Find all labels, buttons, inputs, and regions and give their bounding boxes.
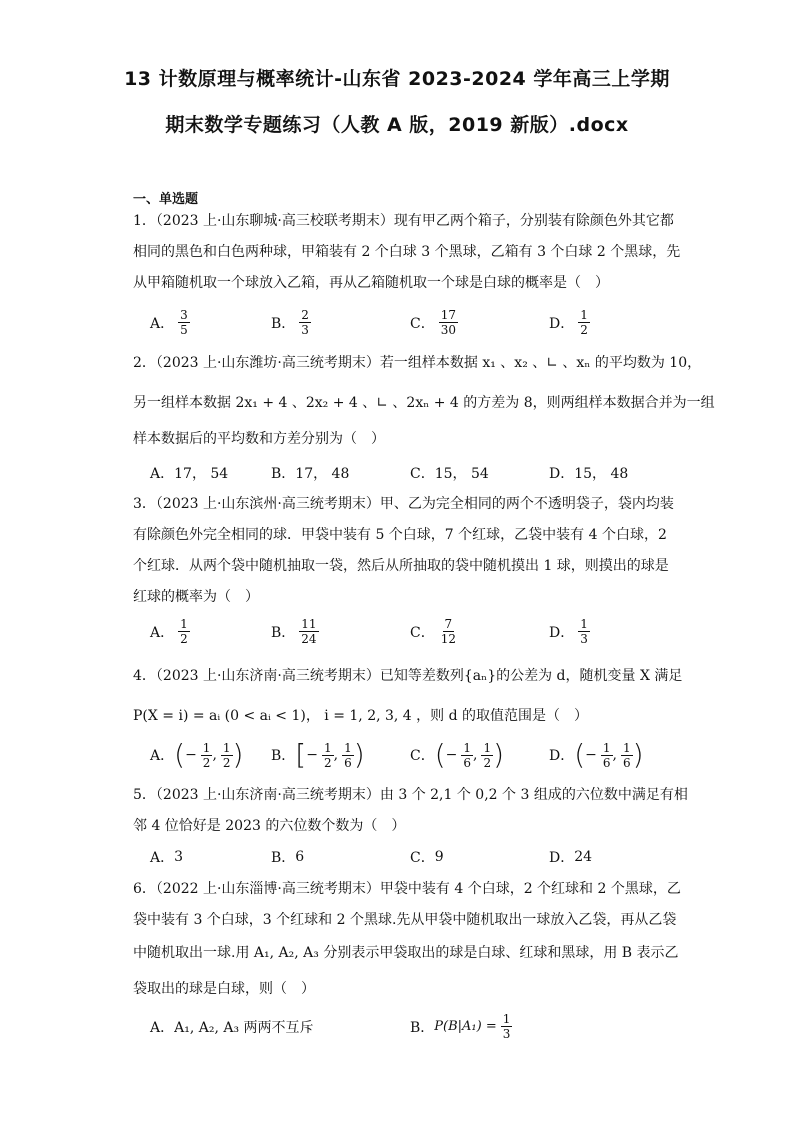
q1-option-a bbox=[150, 308, 190, 337]
q6-line-2: 袋中装有 3 个白球，3 个红球和 2 个黑球.先从甲袋中随机取出一球放入乙袋，再从乙袋 bbox=[133, 912, 677, 928]
q2-option-c: C． 15， 54 bbox=[410, 466, 489, 482]
q1-line-1: 1．（2023 上·山东聊城·高三校联考期末）现有甲乙两个箱子，分别装有除颜色外其它都 bbox=[133, 213, 674, 229]
option-fraction: $\frac{1}{2}$ bbox=[180, 617, 188, 646]
q1-option-c bbox=[410, 308, 458, 337]
q2-line-2: 另一组样本数据 2x₁ + 4 、2x₂ + 4 、∟ 、2xₙ + 4 的方差为 8，则两组样本数据合并为一组 bbox=[133, 395, 715, 411]
q3-option-c: C． $\frac{7}{12}$ bbox=[410, 617, 456, 646]
q3-option-b: B． $\frac{11}{24}$ bbox=[271, 617, 317, 646]
q6-line-1: 6．（2022 上·山东淄博·高三统考期末）甲袋中装有 4 个白球，2 个红球和 2 个黑球，乙 bbox=[133, 881, 681, 897]
option-label: D． bbox=[549, 315, 575, 332]
q5-option-b: B． 6 bbox=[271, 849, 305, 866]
q6-option-b: B． P(B|A₁) = $\frac{1}{3}$ bbox=[410, 1012, 511, 1041]
document-title-line-2: 期末数学专题练习（人教 A 版，2019 新版）.docx bbox=[165, 114, 629, 136]
q2-line-1: 2．（2023 上·山东潍坊·高三统考期末）若一组样本数据 x₁ 、x₂ 、∟ 、xₙ 的平均数为 10， bbox=[133, 355, 702, 371]
option-label: C． bbox=[410, 315, 435, 332]
q6-option-a: A． A₁, A₂, A₃ 两两不互斥 bbox=[150, 1020, 314, 1036]
q2-option-d: D． 15， 48 bbox=[549, 466, 629, 482]
q6-line-4: 袋取出的球是白球，则（ ） bbox=[133, 981, 315, 997]
option-fraction: $\frac{1}{2}$ bbox=[580, 308, 588, 337]
option-fraction: $\frac{11}{24}$ bbox=[301, 617, 317, 646]
q4-option-a: A． ( − $\frac{1}{2}$ , $\frac{1}{2}$ ) bbox=[150, 738, 244, 771]
q5-line-1: 5．（2023 上·山东济南·高三统考期末）由 3 个 2,1 个 0,2 个 3 组成的六位数中满足有相 bbox=[133, 787, 688, 803]
q1-line-2: 相同的黑色和白色两种球，甲箱装有 2 个白球 3 个黑球，乙箱有 3 个白球 2 个黑球，先 bbox=[133, 244, 681, 260]
option-fraction: $\frac{17}{30}$ bbox=[440, 308, 456, 337]
q4-option-b: B． [ − $\frac{1}{2}$ , $\frac{1}{6}$ ) bbox=[271, 738, 365, 771]
q2-option-b: B． 17， 48 bbox=[271, 466, 350, 482]
q2-option-a: A． 17， 54 bbox=[150, 466, 229, 482]
option-label: B． bbox=[271, 315, 296, 332]
option-fraction: $\frac{3}{5}$ bbox=[180, 308, 188, 337]
option-fraction: $\frac{2}{3}$ bbox=[301, 308, 309, 337]
q3-line-1: 3．（2023 上·山东滨州·高三统考期末）甲、乙为完全相同的两个不透明袋子，袋内均装 bbox=[133, 496, 674, 512]
q4-option-c: C． ( − $\frac{1}{6}$ , $\frac{1}{2}$ ) bbox=[410, 738, 505, 771]
q5-option-d: D． 24 bbox=[549, 849, 593, 866]
q5-option-a: A． 3 bbox=[150, 849, 184, 866]
q6-line-3: 中随机取出一球.用 A₁, A₂, A₃ 分别表示甲袋取出的球是白球、红球和黑球，用 B 表示乙 bbox=[133, 945, 679, 961]
document-title-line-1: 13 计数原理与概率统计-山东省 2023-2024 学年高三上学期 bbox=[124, 68, 670, 90]
q3-option-d: D． $\frac{1}{3}$ bbox=[549, 617, 588, 646]
q3-line-4: 红球的概率为（ ） bbox=[133, 589, 259, 605]
q5-option-c: C． 9 bbox=[410, 849, 444, 866]
q4-line-1: 4．（2023 上·山东济南·高三统考期末）已知等差数列{aₙ}的公差为 d，随机变量 X 满足 bbox=[133, 668, 683, 684]
q4-line-2: P(X = i) = aᵢ (0 < aᵢ < 1)， i = 1, 2, 3, 4 ，则 d 的取值范围是（ ） bbox=[133, 708, 589, 724]
q5-line-2: 邻 4 位恰好是 2023 的六位数个数为（ ） bbox=[133, 818, 406, 834]
option-fraction: $\frac{7}{12}$ bbox=[440, 617, 456, 646]
q3-option-a: A． $\frac{1}{2}$ bbox=[150, 617, 188, 646]
q1-option-b bbox=[271, 308, 311, 337]
option-label: A． bbox=[150, 315, 175, 332]
q4-option-d: D． ( − $\frac{1}{6}$ , $\frac{1}{6}$ ) bbox=[549, 738, 644, 771]
q2-line-3: 样本数据后的平均数和方差分别为（ ） bbox=[133, 431, 385, 447]
q3-line-2: 有除颜色外完全相同的球．甲袋中装有 5 个白球，7 个红球，乙袋中装有 4 个白球，2 bbox=[133, 527, 667, 543]
q1-line-3: 从甲箱随机取一个球放入乙箱，再从乙箱随机取一个球是白球的概率是（ ） bbox=[133, 275, 609, 291]
q1-option-d bbox=[549, 308, 590, 337]
section-heading: 一、单选题 bbox=[133, 192, 199, 207]
q3-line-3: 个红球．从两个袋中随机抽取一袋，然后从所抽取的袋中随机摸出 1 球，则摸出的球是 bbox=[133, 558, 669, 574]
option-fraction: $\frac{1}{3}$ bbox=[502, 1012, 511, 1041]
option-fraction: $\frac{1}{3}$ bbox=[580, 617, 588, 646]
